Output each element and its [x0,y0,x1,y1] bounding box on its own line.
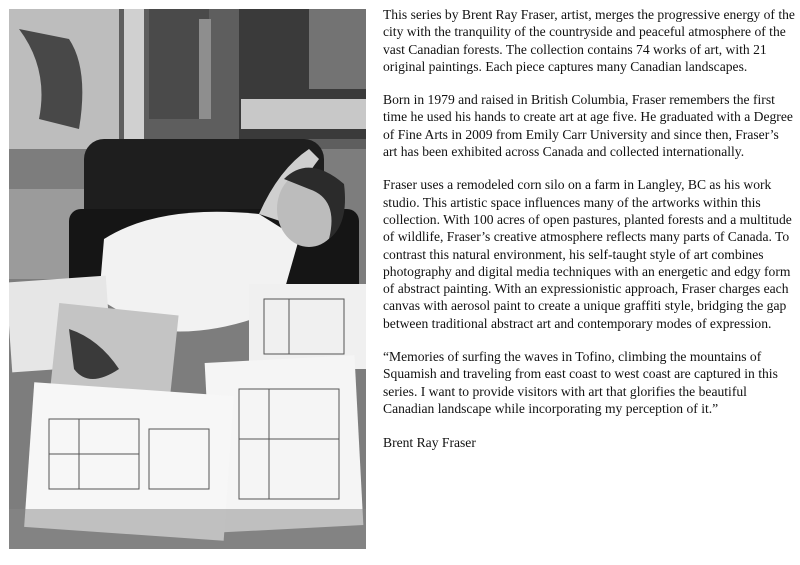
bio-text-column [383,6,795,468]
artist-quote-paragraph: “Memories of surfing the waves in Tofino, climbing the mountains of Squamish and traveling from east coast to west coast are captured in this series. I want to provide visitors with art that glorifies the beautiful Canadian landscape while incorporating my perception of it.” [383,349,778,416]
artist-photo [9,9,366,549]
studio-photo-illustration [9,9,366,549]
studio-paragraph: Fraser uses a remodeled corn silo on a farm in Langley, BC as his work studio. This artistic space influences many of the artworks within this collection. With 100 acres of open pastures, planted forests and a multitude of wildlife, Fraser’s creative atmosphere reflects many parts of Canada. To contrast this natural environment, his self-taught style of art combines photography and digital media techniques with an energetic and edgy form of abstract painting. With an expressionistic approach, Fraser charges each canvas with aerosol paint to create a unique graffiti style, bridging the gap between traditional abstract art and contemporary modes of expression. [383,177,792,331]
biography-paragraph: Born in 1979 and raised in British Columbia, Fraser remembers the first time he used his hands to create art at age five. He graduated with a Degree of Fine Arts in 2009 from Emily Carr University and since then, Fraser’s art has been exhibited across Canada and collected internationally. [383,92,793,160]
artist-signature: Brent Ray Fraser [383,435,476,451]
intro-paragraph: This series by Brent Ray Fraser, artist, merges the progressive energy of the city with the tranquility of the countryside and peaceful atmosphere of the vast Canadian forests. The collection contains 74 works of art, with 21 original paintings. Each piece captures many Canadian landscapes. [383,7,795,74]
